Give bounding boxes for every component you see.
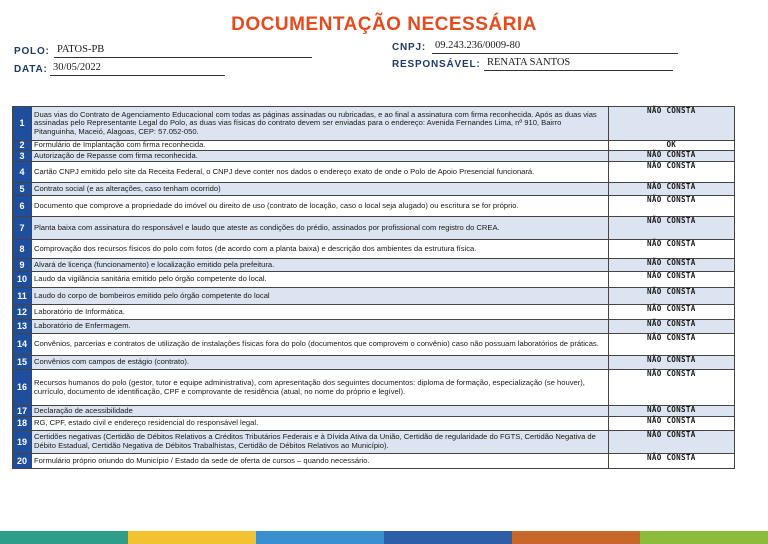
row-description: Laudo do corpo de bombeiros emitido pelo órgão competente do local — [32, 288, 609, 305]
table-row — [13, 356, 735, 370]
table-row — [13, 141, 735, 151]
row-description: Certidões negativas (Certidão de Débitos Relativos a Créditos Tributários Federais e à Dívida Ativa da União, Certidão de regularidade do FGTS, Certidão Negativa de Débito Estadual, Certidão Negativa de Débitos Trabalhistas, Certidão de Débitos Relativos ao Município). — [32, 431, 609, 454]
row-description: Laboratório de Enfermagem. — [32, 320, 609, 334]
row-status: NÃO CONSTA — [608, 454, 734, 469]
row-description: Laboratório de Informática. — [32, 305, 609, 320]
table-row — [13, 259, 735, 272]
data-value: 30/05/2022 — [50, 62, 225, 76]
footer-stripe — [128, 531, 256, 544]
table-row — [13, 162, 735, 183]
cnpj-field — [392, 40, 521, 53]
table-row — [13, 454, 735, 469]
documents-table — [12, 106, 735, 469]
page-title: DOCUMENTAÇÃO NECESSÁRIA — [231, 14, 537, 35]
row-number: 15 — [13, 356, 32, 370]
row-number: 6 — [13, 196, 32, 217]
row-status: NÃO CONSTA — [608, 259, 734, 272]
row-description: Recursos humanos do polo (gestor, tutor e equipe administrativa), com apresentação dos seguintes documentos: diploma de formação, especialização (se houver), currículo, documento de identificação, CPF e comprovante de residência (atual, no nome do próprio e legível). — [32, 370, 609, 406]
responsavel-label: RESPONSÁVEL: — [392, 59, 481, 70]
footer-color-bar — [0, 531, 768, 544]
row-description: Laudo da vigilância sanitária emitido pelo órgão competente do local. — [32, 272, 609, 288]
responsavel-field — [392, 57, 571, 70]
row-number: 14 — [13, 334, 32, 356]
table-row — [13, 305, 735, 320]
row-description: Declaração de acessibilidade — [32, 406, 609, 417]
row-status: OK — [608, 141, 734, 151]
row-status: NÃO CONSTA — [608, 217, 734, 240]
row-status: NÃO CONSTA — [608, 356, 734, 370]
row-number: 3 — [13, 151, 32, 162]
row-description: Documento que comprove a propriedade do imóvel ou direito de uso (contrato de locação, caso o local seja alugado) ou escritura se for próprio. — [32, 196, 609, 217]
table-row — [13, 183, 735, 196]
data-field — [14, 62, 101, 75]
row-description: Formulário de Implantação com firma reconhecida. — [32, 141, 609, 151]
row-status: NÃO CONSTA — [608, 417, 734, 431]
row-description: Autorização de Repasse com firma reconhecida. — [32, 151, 609, 162]
row-status: NÃO CONSTA — [608, 162, 734, 183]
polo-label: POLO: — [14, 46, 50, 57]
footer-stripe — [256, 531, 384, 544]
table-row — [13, 431, 735, 454]
row-number: 20 — [13, 454, 32, 469]
row-status: NÃO CONSTA — [608, 370, 734, 406]
row-description: Cartão CNPJ emitido pelo site da Receita Federal, o CNPJ deve conter nos dados o endereço exato de onde o Polo de Apoio Presencial funcionará. — [32, 162, 609, 183]
row-description: Planta baixa com assinatura do responsável e laudo que ateste as condições do prédio, assinados por profissional com registro do CREA. — [32, 217, 609, 240]
row-status: NÃO CONSTA — [608, 288, 734, 305]
row-number: 2 — [13, 141, 32, 151]
polo-value: PATOS-PB — [54, 44, 312, 58]
footer-stripe — [640, 531, 768, 544]
row-status: NÃO CONSTA — [608, 406, 734, 417]
row-description: Alvará de licença (funcionamento) e localização emitido pela prefeitura. — [32, 259, 609, 272]
row-status: NÃO CONSTA — [608, 431, 734, 454]
row-description: Formulário próprio oriundo do Município / Estado da sede de oferta de cursos – quando necessário. — [32, 454, 609, 469]
table-row — [13, 107, 735, 141]
table-row — [13, 240, 735, 259]
row-number: 13 — [13, 320, 32, 334]
row-number: 17 — [13, 406, 32, 417]
row-status: NÃO CONSTA — [608, 305, 734, 320]
row-number: 1 — [13, 107, 32, 141]
row-status: NÃO CONSTA — [608, 151, 734, 162]
footer-stripe — [0, 531, 128, 544]
row-number: 16 — [13, 370, 32, 406]
table-row — [13, 406, 735, 417]
row-number: 18 — [13, 417, 32, 431]
row-description: Comprovação dos recursos físicos do polo com fotos (de acordo com a planta baixa) e descrição dos ambientes da estrutura física. — [32, 240, 609, 259]
row-status: NÃO CONSTA — [608, 240, 734, 259]
footer-stripe — [384, 531, 512, 544]
row-number: 12 — [13, 305, 32, 320]
row-description: Duas vias do Contrato de Agenciamento Educacional com todas as páginas assinadas ou rubricadas, e ao final a assinatura com firma reconhecida. Após as duas vias assinadas pelo Representante Legal do Polo, as duas vias físicas do contrato devem ser enviadas para o endereço: Avenida Fernandes Lima, nº 910, Bairro Pitanguinha, Maceió, Alagoas, CEP: 57.052-050. — [32, 107, 609, 141]
cnpj-label: CNPJ: — [392, 42, 427, 53]
row-status: NÃO CONSTA — [608, 334, 734, 356]
row-number: 9 — [13, 259, 32, 272]
polo-field — [14, 44, 105, 57]
table-row — [13, 196, 735, 217]
row-description: RG, CPF, estado civil e endereço residencial do responsável legal. — [32, 417, 609, 431]
row-number: 4 — [13, 162, 32, 183]
cnpj-value: 09.243.236/0009-80 — [432, 40, 678, 54]
table-row — [13, 151, 735, 162]
row-status: NÃO CONSTA — [608, 320, 734, 334]
row-number: 11 — [13, 288, 32, 305]
row-status: NÃO CONSTA — [608, 272, 734, 288]
data-label: DATA: — [14, 64, 48, 75]
row-description: Convênios com campos de estágio (contrato). — [32, 356, 609, 370]
footer-stripe — [512, 531, 640, 544]
row-status: NÃO CONSTA — [608, 107, 734, 141]
row-number: 7 — [13, 217, 32, 240]
responsavel-value: RENATA SANTOS — [484, 57, 673, 71]
table-row — [13, 370, 735, 406]
row-status: NÃO CONSTA — [608, 196, 734, 217]
table-row — [13, 334, 735, 356]
row-status: NÃO CONSTA — [608, 183, 734, 196]
row-description: Convênios, parcerias e contratos de utilização de instalações físicas fora do polo (documentos que comprovem o convênio) caso não possuam laboratórios de práticas. — [32, 334, 609, 356]
table-row — [13, 417, 735, 431]
row-number: 8 — [13, 240, 32, 259]
table-row — [13, 272, 735, 288]
row-number: 10 — [13, 272, 32, 288]
row-description: Contrato social (e as alterações, caso tenham ocorrido) — [32, 183, 609, 196]
table-row — [13, 320, 735, 334]
row-number: 19 — [13, 431, 32, 454]
row-number: 5 — [13, 183, 32, 196]
table-row — [13, 288, 735, 305]
table-row — [13, 217, 735, 240]
